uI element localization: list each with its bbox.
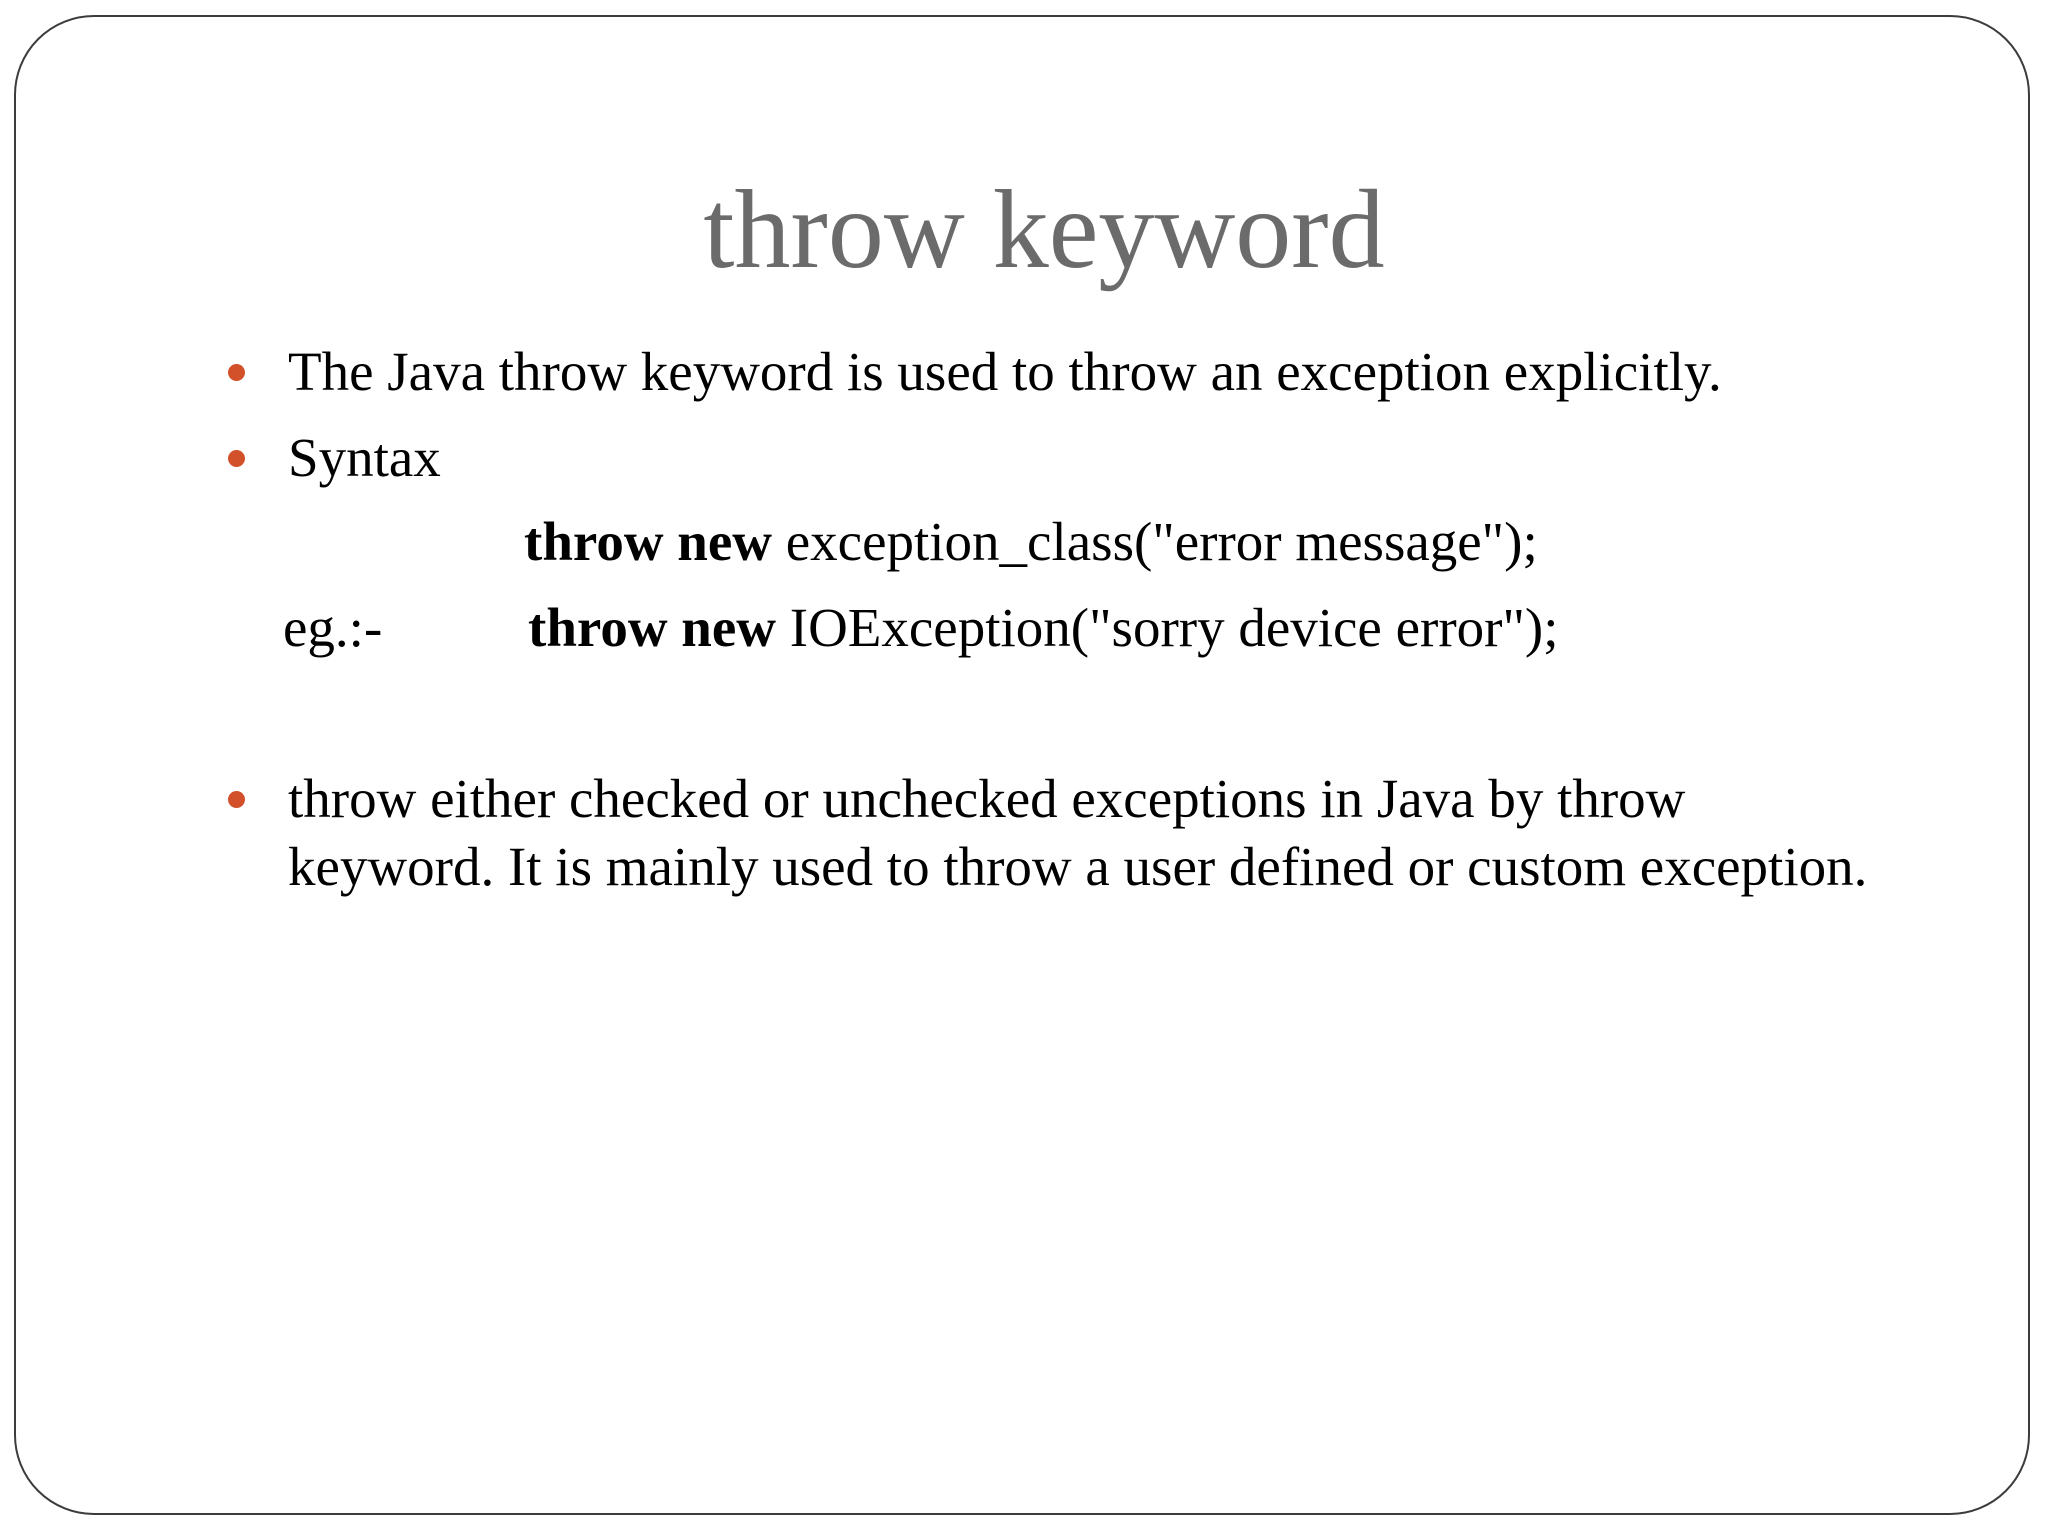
bullet-2-text: Syntax: [288, 427, 441, 488]
bullet-icon: [228, 364, 245, 381]
slide-title: throw keyword: [703, 168, 1385, 292]
bullet-icon: [228, 791, 245, 808]
example-label: eg.:-: [283, 597, 383, 658]
example-line: [528, 594, 1559, 662]
bullet-1-text: The Java throw keyword is used to throw an exception explicitly.: [288, 341, 1722, 402]
example-rest: IOException("sorry device error");: [776, 597, 1559, 658]
bullet-3-line-1: throw either checked or unchecked exceptions in Java by throw: [288, 768, 1686, 829]
bullet-3-line-2: keyword. It is mainly used to throw a user defined or custom exception.: [288, 836, 1868, 897]
example-keywords: throw new: [528, 597, 777, 658]
syntax-keywords: throw new: [524, 511, 773, 572]
syntax-line: [524, 508, 1538, 576]
syntax-rest: exception_class("error message");: [772, 511, 1538, 572]
bullet-icon: [228, 450, 245, 467]
